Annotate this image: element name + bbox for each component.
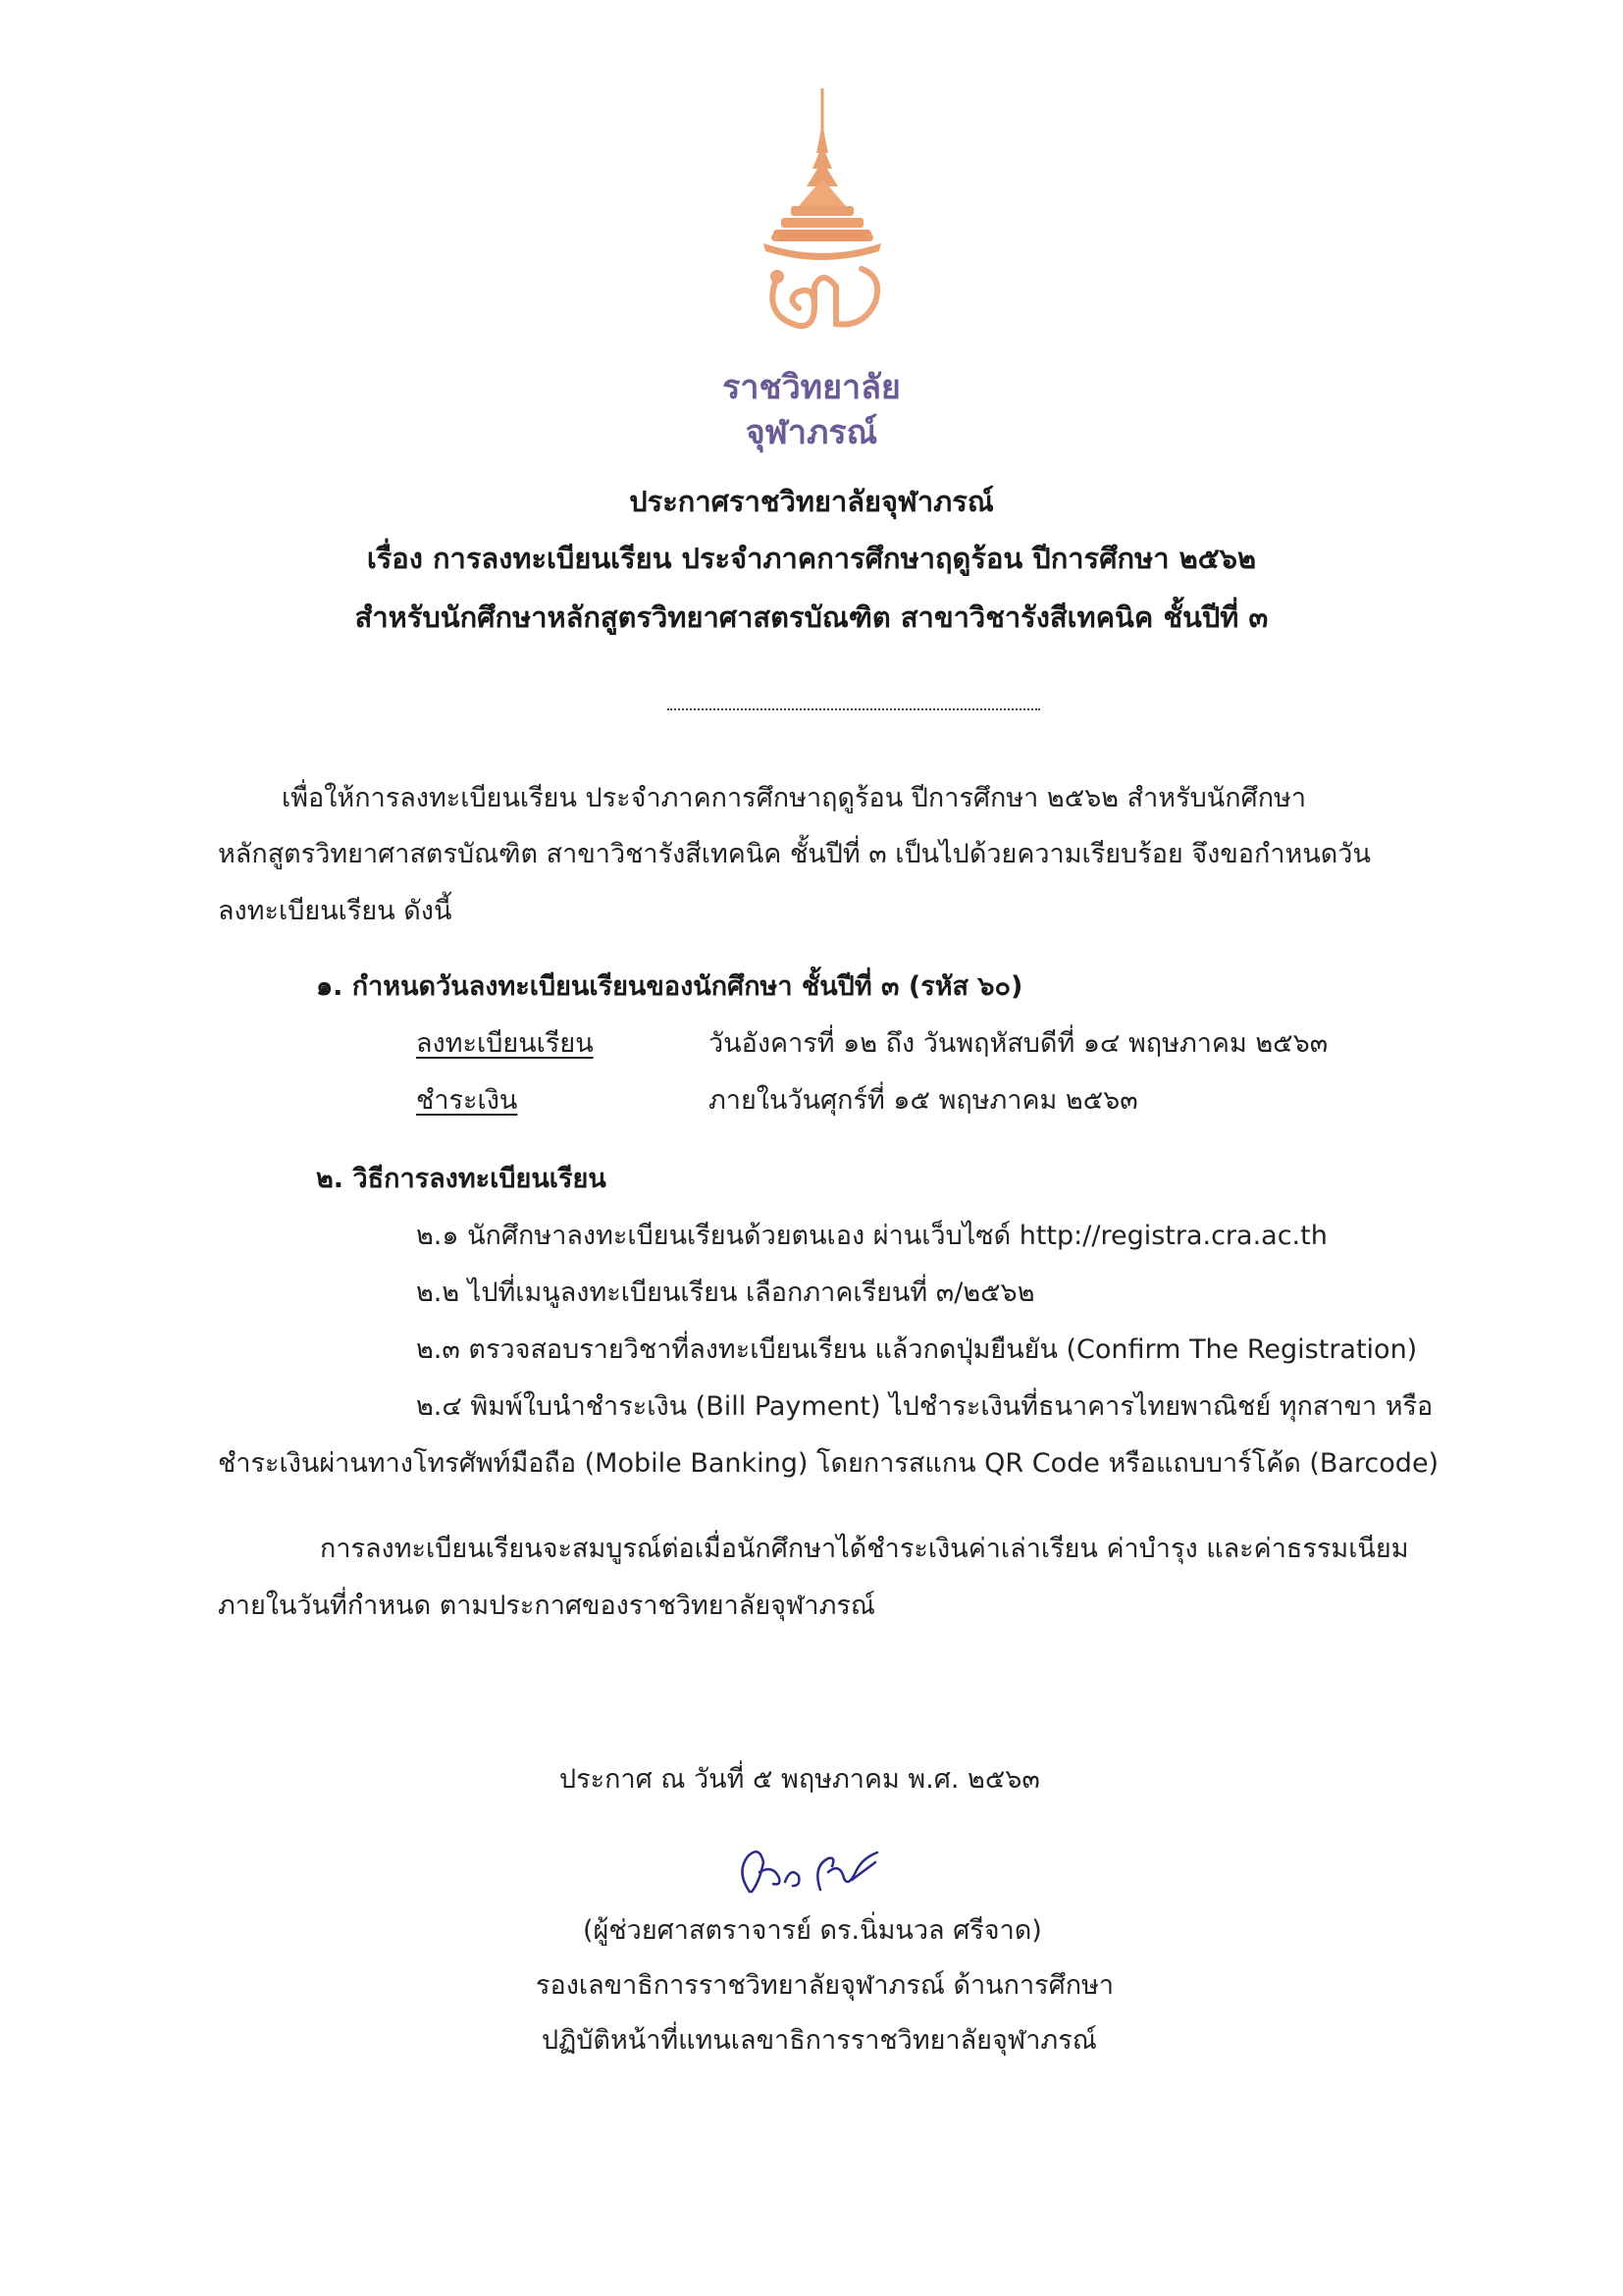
wordmark-line2: จุฬาภรณ์ [745, 413, 878, 452]
step-item-continuation: ชำระเงินผ่านทางโทรศัพท์มือถือ (Mobile Banking) โดยการสแกน QR Code หรือแถบบาร์โค้ด (Barcode) [218, 1448, 1440, 1479]
step-item: ๒.๒ ไปที่เมนูลงทะเบียนเรียน เลือกภาคเรียนที่ ๓/๒๕๖๒ [416, 1278, 1035, 1308]
announcement-target: สำหรับนักศึกษาหลักสูตรวิทยาศาสตรบัณฑิต สาขาวิชารังสีเทคนิค ชั้นปีที่ ๓ [354, 600, 1269, 634]
announcement-title: ประกาศราชวิทยาลัยจุฬาภรณ์ [629, 485, 994, 518]
announcement-date: ประกาศ ณ วันที่ ๕ พฤษภาคม พ.ศ. ๒๕๖๓ [559, 1764, 1040, 1795]
step-item: ๒.๑ นักศึกษาลงทะเบียนเรียนด้วยตนเอง ผ่านเว็บไซด์ http://registra.cra.ac.th [416, 1221, 1328, 1251]
closing-line-2: ภายในวันที่กำหนด ตามประกาศของราชวิทยาลัยจุฬาภรณ์ [218, 1591, 875, 1621]
dotted-divider [667, 708, 1040, 710]
announcement-subject: เรื่อง การลงทะเบียนเรียน ประจำภาคการศึกษาฤดูร้อน ปีการศึกษา ๒๕๖๒ [366, 542, 1257, 575]
step-item: ๒.๓ ตรวจสอบรายวิชาที่ลงทะเบียนเรียน แล้วกดปุ่มยืนยัน (Confirm The Registration) [416, 1334, 1418, 1365]
intro-line-3: ลงทะเบียนเรียน ดังนี้ [218, 896, 452, 926]
handwritten-signature-icon [730, 1843, 887, 1905]
signatory-position-1: รองเลขาธิการราชวิทยาลัยจุฬาภรณ์ ด้านการศึกษา [536, 1970, 1115, 2001]
intro-line-1: เพื่อให้การลงทะเบียนเรียน ประจำภาคการศึกษาฤดูร้อน ปีการศึกษา ๒๕๖๒ สำหรับนักศึกษา [282, 783, 1306, 813]
schedule-label-register: ลงทะเบียนเรียน [416, 1028, 594, 1059]
section1-heading: ๑. กำหนดวันลงทะเบียนเรียนของนักศึกษา ชั้นปีที่ ๓ (รหัส ๖๐) [316, 971, 1023, 1002]
schedule-label-payment: ชำระเงิน [416, 1085, 518, 1116]
closing-line-1: การลงทะเบียนเรียนจะสมบูรณ์ต่อเมื่อนักศึกษาได้ชำระเงินค่าเล่าเรียน ค่าบำรุง และค่าธรรมเนียม [320, 1534, 1409, 1564]
signatory-name: (ผู้ช่วยศาสตราจารย์ ดร.นิ่มนวล ศรีจาด) [583, 1915, 1042, 1946]
royal-crown-emblem-icon [754, 84, 891, 341]
signatory-position-2: ปฏิบัติหน้าที่แทนเลขาธิการราชวิทยาลัยจุฬาภรณ์ [542, 2025, 1097, 2056]
step-item: ๒.๔ พิมพ์ใบนำชำระเงิน (Bill Payment) ไปชำระเงินที่ธนาคารไทยพาณิชย์ ทุกสาขา หรือ [416, 1391, 1434, 1422]
intro-line-2: หลักสูตรวิทยาศาสตรบัณฑิต สาขาวิชารังสีเทคนิค ชั้นปีที่ ๓ เป็นไปด้วยความเรียบร้อย จึงขอกำหนดวัน [218, 839, 1371, 869]
wordmark-line1: ราชวิทยาลัย [722, 368, 901, 407]
section2-heading: ๒. วิธีการลงทะเบียนเรียน [316, 1164, 606, 1194]
schedule-value-payment: ภายในวันศุกร์ที่ ๑๕ พฤษภาคม ๒๕๖๓ [708, 1085, 1138, 1116]
schedule-value-register: วันอังคารที่ ๑๒ ถึง วันพฤหัสบดีที่ ๑๔ พฤษภาคม ๒๕๖๓ [708, 1028, 1329, 1059]
